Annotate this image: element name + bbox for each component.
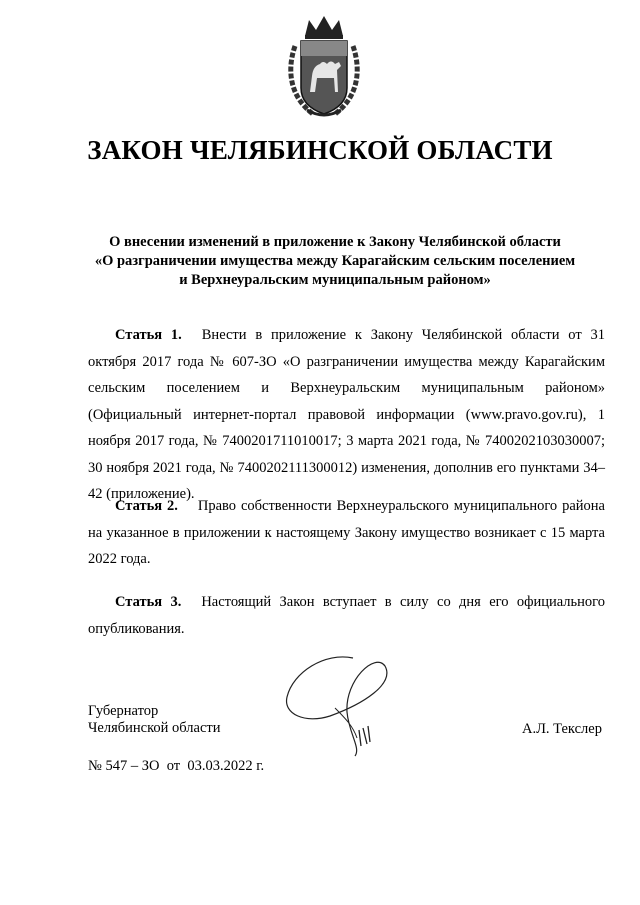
- article-2: [88, 493, 605, 573]
- article-label: Статья 3.: [115, 594, 182, 610]
- article-label: Статья 2.: [115, 498, 178, 514]
- signatory-name: А.Л. Текслер: [522, 721, 602, 737]
- article-text: Внести в приложение к Закону Челябинской области от 31 октября 2017 года № 607-ЗО «О разграничении имущества между Карагайским сельским поселением и Верхнеуральским муниципальным районом» (Официальный интернет-портал правовой информации (www.pravo.gov.ru), 1 ноября 2017 года, № 7400201711010017; 3 марта 2021 года, № 7400202103030007; 30 ноября 2021 года, № 7400202111300012) изменения, дополнив его пунктами 34–42 (приложение).: [88, 327, 605, 502]
- signatory-position: [88, 703, 221, 737]
- handwritten-signature: [275, 652, 415, 762]
- coat-of-arms-emblem: [283, 14, 365, 122]
- article-label: Статья 1.: [115, 327, 182, 343]
- subtitle-line: «О разграничении имущества между Карагайским сельским поселением: [94, 253, 576, 269]
- law-title: ЗАКОН ЧЕЛЯБИНСКОЙ ОБЛАСТИ: [87, 135, 553, 165]
- law-subtitle: [90, 233, 580, 290]
- article-text: Право собственности Верхнеуральского муниципального района на указанное в приложении к настоящему Закону имущество возникает с 15 марта 2022 года.: [88, 498, 605, 567]
- article-3: [88, 589, 605, 642]
- document-number: № 547 – ЗО от 03.03.2022 г.: [88, 758, 265, 774]
- article-text: Настоящий Закон вступает в силу со дня его официального опубликования.: [88, 594, 606, 637]
- position-line: Губернатор: [88, 703, 159, 719]
- subtitle-line: О внесении изменений в приложение к Закону Челябинской области: [109, 234, 561, 250]
- article-1: [88, 322, 605, 508]
- position-line: Челябинской области: [88, 720, 221, 736]
- subtitle-line: и Верхнеуральским муниципальным районом»: [179, 272, 491, 288]
